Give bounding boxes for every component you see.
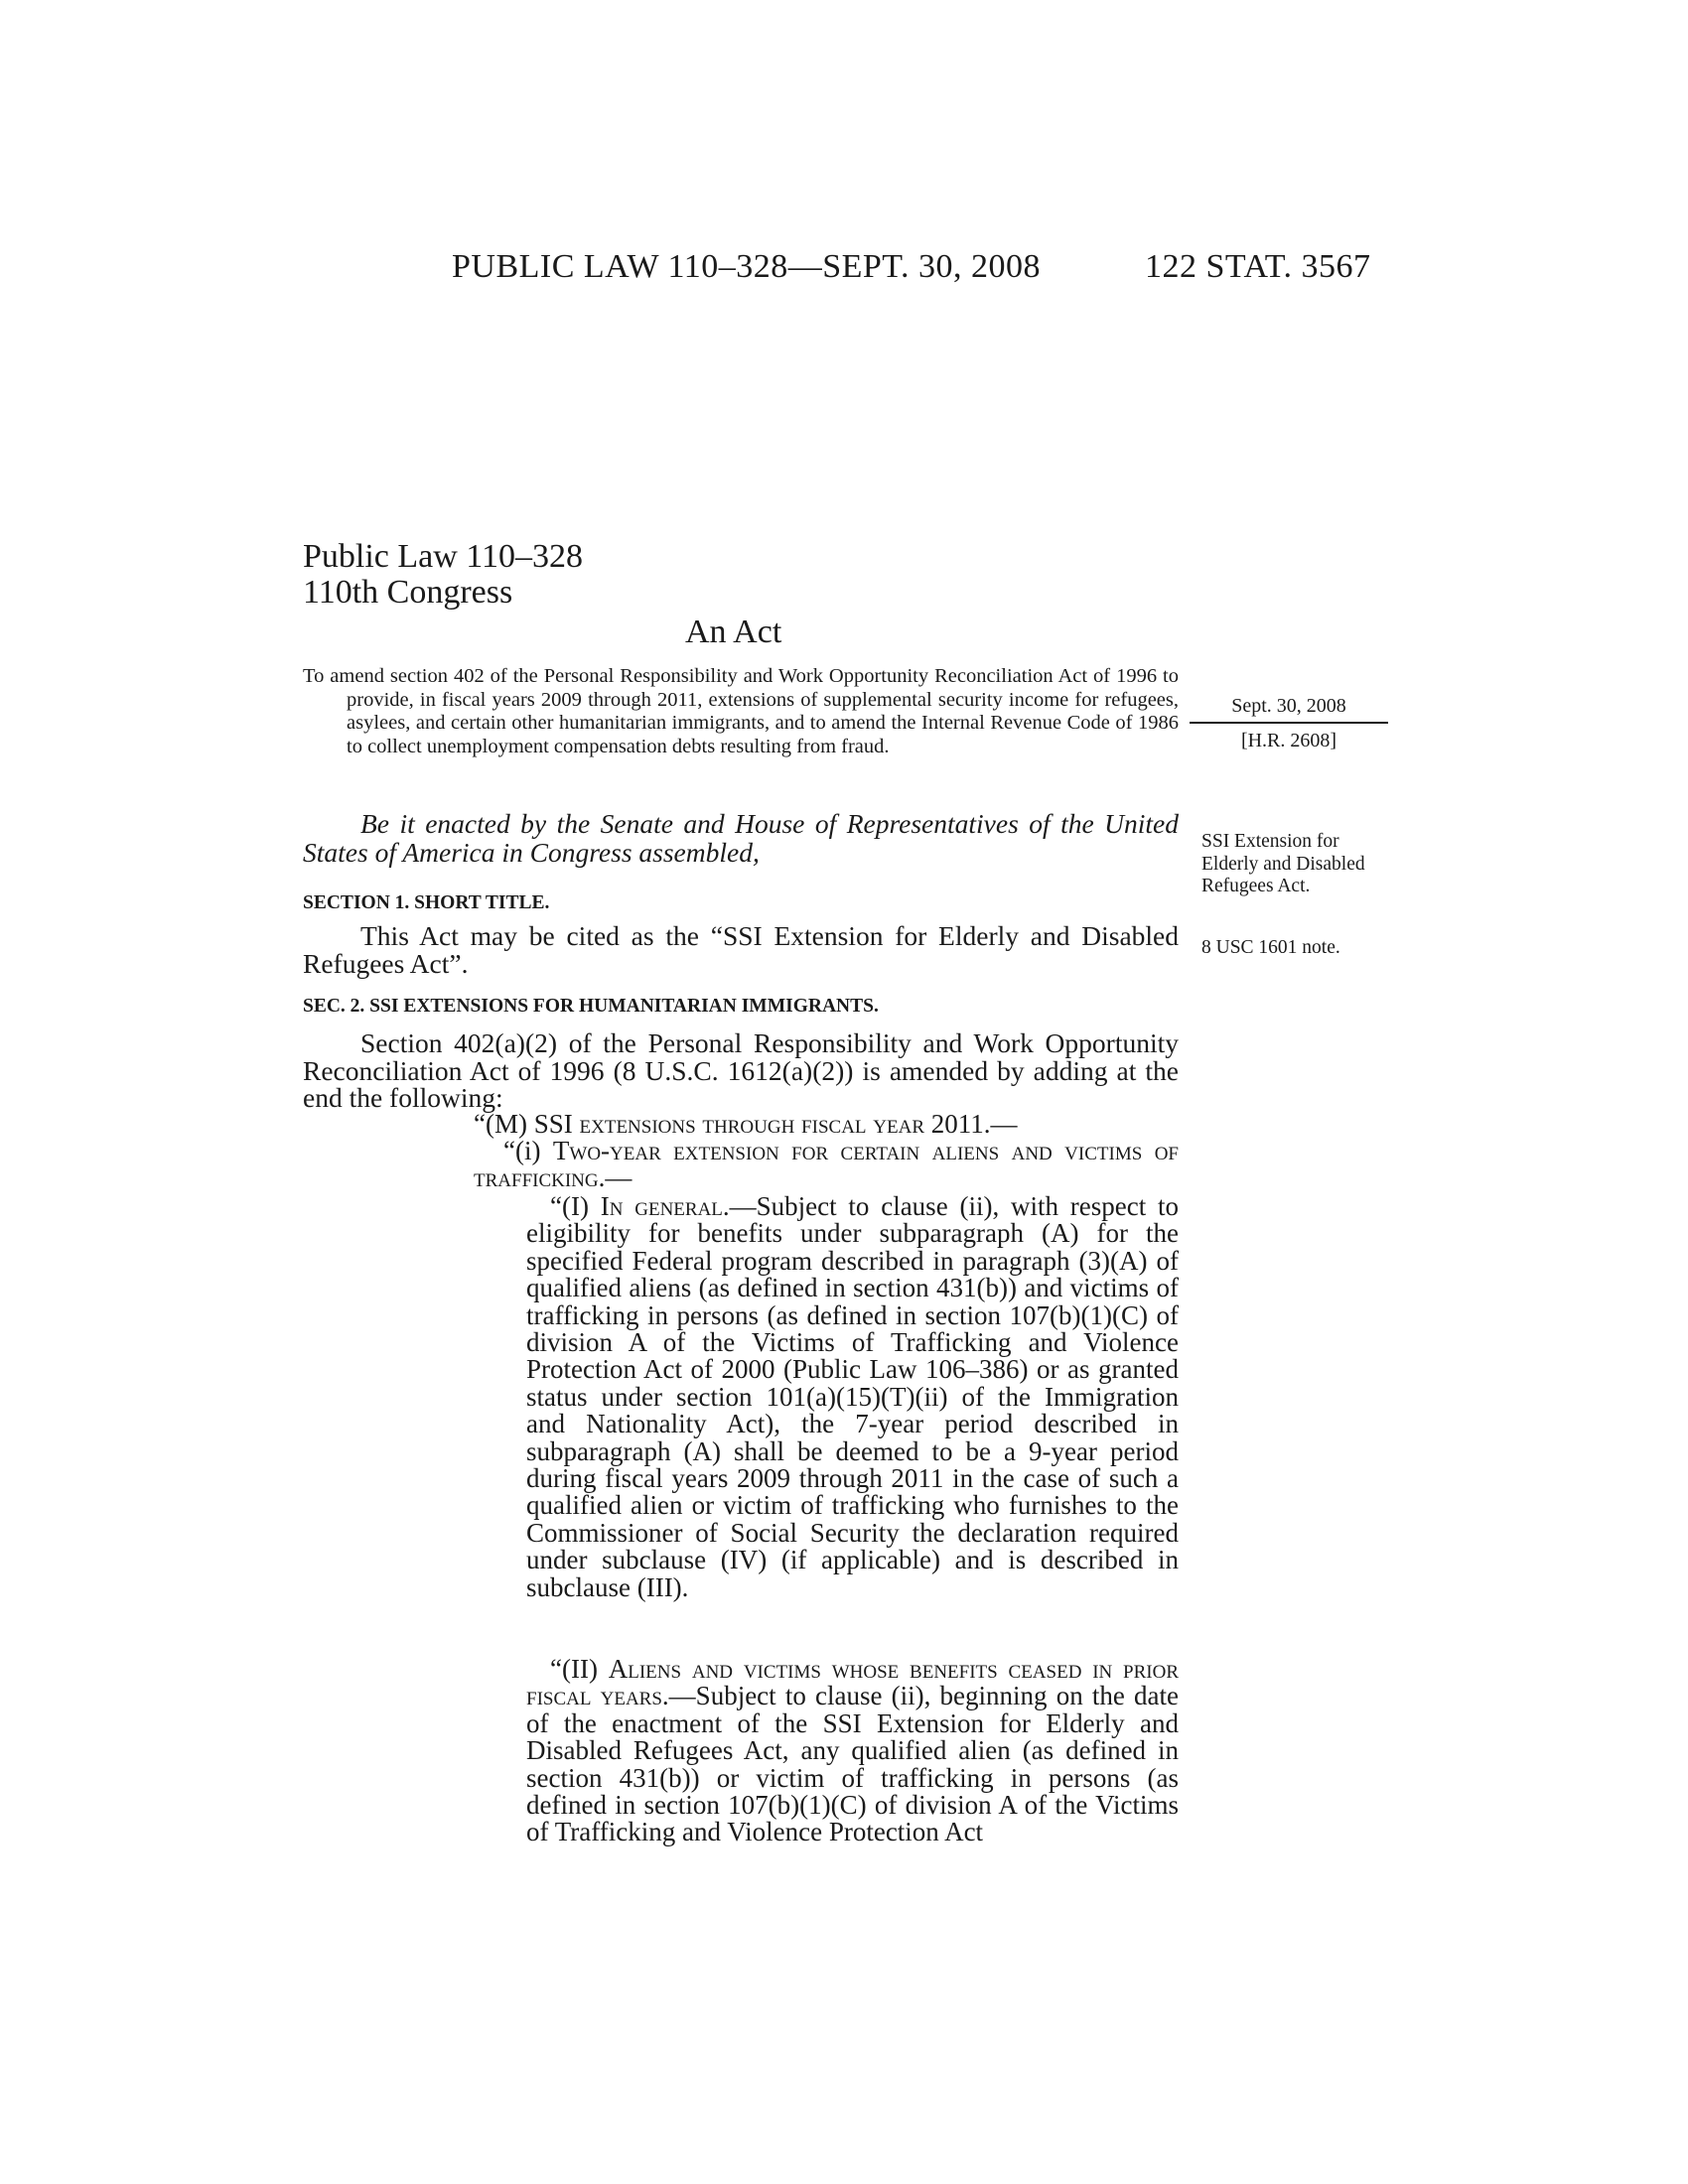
long-title: To amend section 402 of the Personal Responsibility and Work Opportunity Reconciliation Act of 1996 to provide, in fiscal years 2009 through 2011, extensions of supplemental security income for refugees, asylees, and certain other humanitarian immigrants, and to amend the Internal Revenue Code of 1986 to collect unemployment compensation debts resulting from fraud. xyxy=(303,665,1179,757)
subclause-i-text: Subject to clause (ii), with respect to eligibility for benefits under subparagraph (A) for the specified Federal program described in paragraph (3)(A) of qualified aliens (as defined in section 431(b)) and victims of trafficking in persons (as defined in section 107(b)(1)(C) of division A of the Victims of Trafficking and Violence Protection Act of 2000 (Public Law 106–386) or as granted status under section 101(a)(15)(T)(ii) of the Immigration and Nationality Act), the 7-year period described in subparagraph (A) shall be deemed to be a 9-year period during fiscal years 2009 through 2011 in the case of such a qualified alien or victim of trafficking who furnishes to the Commissioner of Social Security the declaration required under subclause (IV) (if applicable) and is described in subclause (III). xyxy=(526,1191,1179,1602)
subclause-ii xyxy=(526,1656,1179,1846)
margin-note-short-title: SSI Extension for Elderly and Disabled Refugees Act. xyxy=(1201,831,1365,896)
public-law-number: Public Law 110–328 xyxy=(303,538,584,575)
enactment-date-note xyxy=(1190,695,1388,751)
enactment-date: Sept. 30, 2008 xyxy=(1231,695,1346,717)
subclause-i-title: In general.— xyxy=(600,1191,757,1221)
subclause-ii-title: Aliens and victims whose benefits ceased in prior fiscal years.— xyxy=(526,1654,1180,1711)
running-header-left: PUBLIC LAW 110–328—SEPT. 30, 2008 xyxy=(452,248,1042,285)
congress-number: 110th Congress xyxy=(303,574,513,611)
subclause-ii-prefix: “(II) xyxy=(550,1654,609,1684)
act-heading: An Act xyxy=(685,614,782,650)
date-divider xyxy=(1190,722,1388,724)
subparagraph-m-heading xyxy=(474,1111,1179,1138)
bill-number: [H.R. 2608] xyxy=(1240,730,1337,751)
enacting-clause: Be it enacted by the Senate and House of Representatives of the United States of America in Congress assembled, xyxy=(303,808,1179,868)
section-2-heading: SEC. 2. SSI EXTENSIONS FOR HUMANITARIAN IMMIGRANTS. xyxy=(303,996,879,1017)
margin-note-usc: 8 USC 1601 note. xyxy=(1201,937,1340,958)
subparagraph-m-title: SSI extensions through fiscal year 2011.— xyxy=(533,1109,1018,1139)
clause-i-title: Two-year extension for certain aliens and victims of trafficking.— xyxy=(474,1136,1179,1193)
clause-i-prefix: “(i) xyxy=(503,1136,553,1165)
section-1-text: This Act may be cited as the “SSI Extension for Elderly and Disabled Refugees Act”. xyxy=(303,920,1179,979)
section-2-text: Section 402(a)(2) of the Personal Responsibility and Work Opportunity Reconciliation Act of 1996 (8 U.S.C. 1612(a)(2)) is amended by adding at the end the following: xyxy=(303,1027,1179,1113)
clause-i-heading xyxy=(474,1138,1179,1192)
subclause-ii-text: Subject to clause (ii), beginning on the date of the enactment of the SSI Extension for Elderly and Disabled Refugees Act, any qualified alien (as defined in section 431(b)) or victim of trafficking in persons (as defined in section 107(b)(1)(C) of division A of the Victims of Trafficking and Violence Protection Act xyxy=(526,1681,1179,1847)
section-1-heading: SECTION 1. SHORT TITLE. xyxy=(303,892,550,913)
running-header-page-number: 122 STAT. 3567 xyxy=(1145,248,1371,285)
subclause-i-prefix: “(I) xyxy=(550,1191,601,1221)
subparagraph-m-prefix: “(M) xyxy=(474,1109,534,1139)
subclause-i xyxy=(526,1193,1179,1601)
